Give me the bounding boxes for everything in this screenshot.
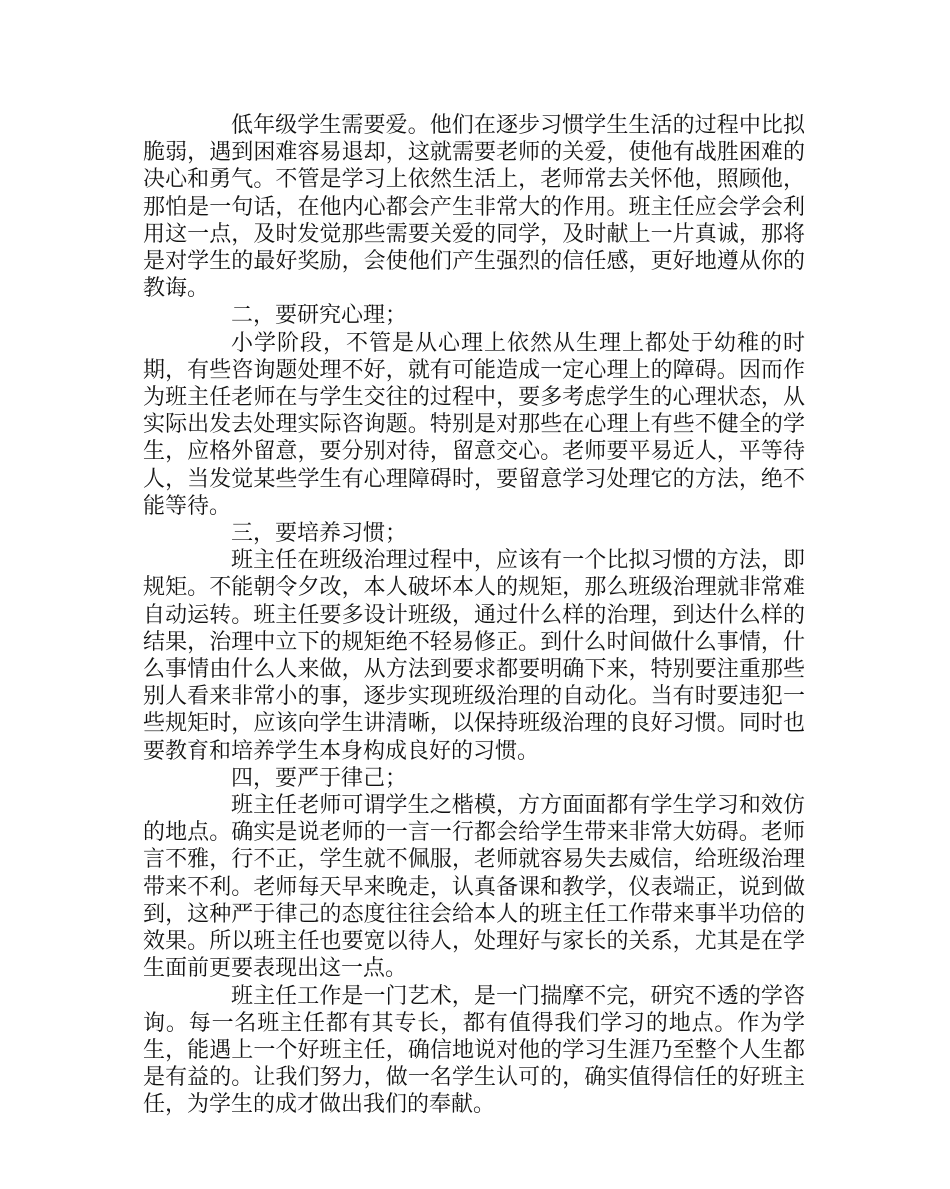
paragraph-habits: 班主任在班级治理过程中，应该有一个比拟习惯的方法，即规矩。不能朝令夕改，本人破坏本人的规矩，那么班级治理就非常难自动运转。班主任要多设计班级，通过什么样的治理，到达什么样的结果，治理中立下的规矩绝不轻易修正。到什么时间做什么事情，什么事情由什么人来做，从方法到要求都要明确下来，特别要注重那些别人看来非常小的事，逐步实现班级治理的自动化。当有时要违犯一些规矩时，应该向学生讲清晰，以保持班级治理的良好习惯。同时也要教育和培养学生本身构成良好的习惯。 — [143, 548, 805, 764]
section-heading-psychology: 二，要研究心理； — [231, 303, 408, 329]
document-page — [143, 112, 805, 1119]
section-heading-self-discipline: 四，要严于律己； — [231, 765, 408, 791]
paragraph-love: 低年级学生需要爱。他们在逐步习惯学生生活的过程中比拟脆弱，遇到困难容易退却，这就需要老师的关爱，使他有战胜困难的决心和勇气。不管是学习上依然生活上，老师常去关怀他，照顾他，那怕是一句话，在他内心都会产生非常大的作用。班主任应会学会利用这一点，及时发觉那些需要关爱的同学，及时献上一片真诚，那将是对学生的最好奖励，会使他们产生强烈的信任感，更好地遵从你的教诲。 — [143, 113, 805, 302]
paragraph-conclusion: 班主任工作是一门艺术，是一门揣摩不完，研究不透的学咨询。每一名班主任都有其专长，都有值得我们学习的地点。作为学生，能遇上一个好班主任，确信地说对他的学习生涯乃至整个人生都是有益的。让我们努力，做一名学生认可的，确实值得信任的好班主任，为学生的成才做出我们的奉献。 — [143, 983, 805, 1118]
paragraph-self-discipline: 班主任老师可谓学生之楷模，方方面面都有学生学习和效仿的地点。确实是说老师的一言一行都会给学生带来非常大妨碍。老师言不雅，行不正，学生就不佩服，老师就容易失去威信，给班级治理带来不利。老师每天早来晚走，认真备课和教学，仪表端正，说到做到，这种严于律己的态度往往会给本人的班主任工作带来事半功倍的效果。所以班主任也要宽以待人，处理好与家长的关系，尤其是在学生面前更要表现出这一点。 — [143, 793, 805, 982]
section-heading-habits: 三，要培养习惯； — [231, 521, 408, 547]
paragraph-psychology: 小学阶段，不管是从心理上依然从生理上都处于幼稚的时期，有些咨询题处理不好，就有可能造成一定心理上的障碍。因而作为班主任老师在与学生交往的过程中，要多考虑学生的心理状态，从实际出发去处理实际咨询题。特别是对那些在心理上有些不健全的学生，应格外留意，要分别对待，留意交心。老师要平易近人，平等待人，当发觉某些学生有心理障碍时，要留意学习处理它的方法，绝不能等待。 — [143, 330, 805, 519]
